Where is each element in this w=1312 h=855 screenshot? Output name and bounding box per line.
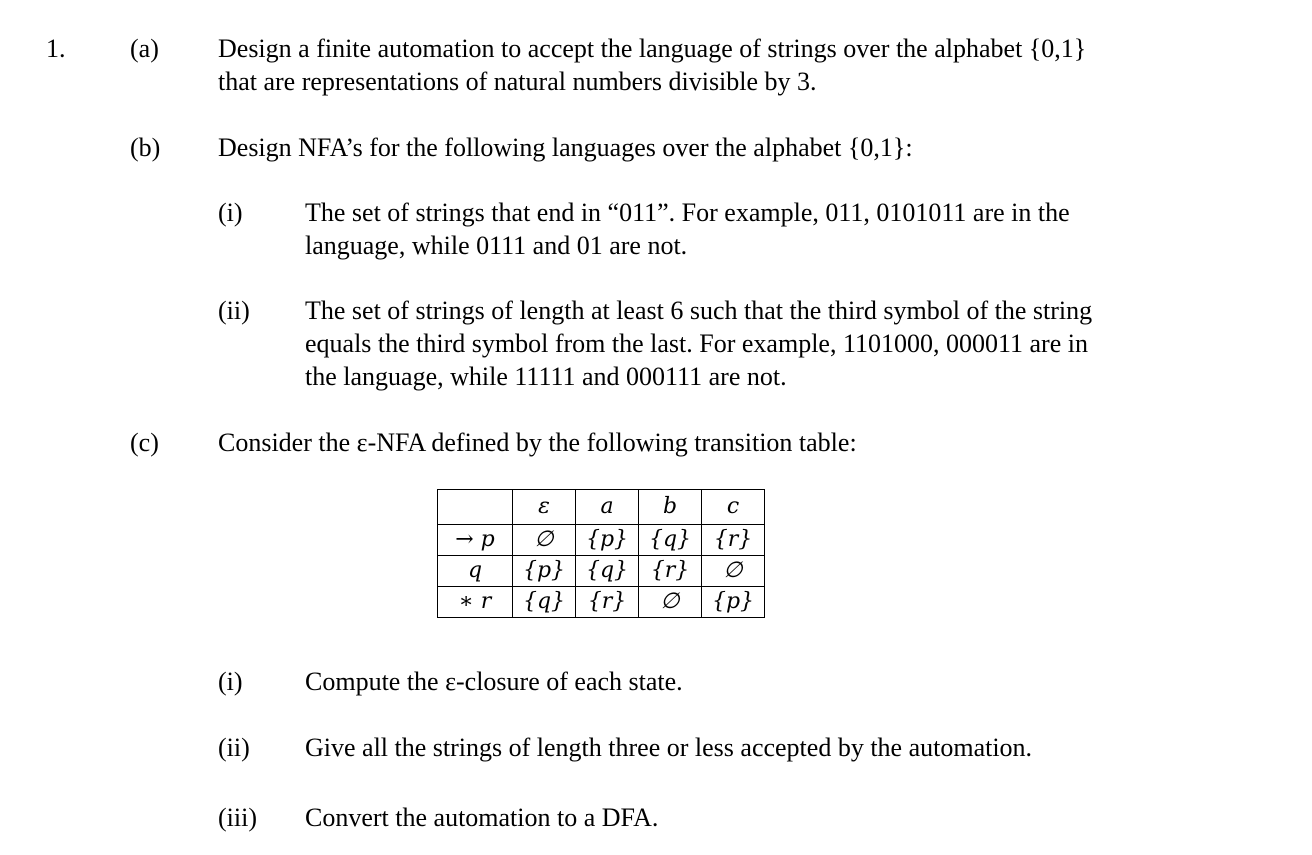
part-c-iii-label: (iii) [218,803,257,832]
table-header-row [438,490,765,525]
table-cell: q [438,556,513,587]
part-c-ii-label: (ii) [218,733,250,762]
table-cell: ∗ r [438,587,513,618]
table-cell: → p [438,525,513,556]
part-b-ii-line-3: the language, while 11111 and 000111 are not. [305,362,787,391]
part-b-label: (b) [130,133,161,162]
table-header-cell: a [576,490,639,525]
part-c-line-1: Consider the ε-NFA defined by the following transition table: [218,428,857,457]
part-b-ii-line-2: equals the third symbol from the last. For example, 1101000, 000011 are in [305,329,1088,358]
part-a-line-2: that are representations of natural numbers divisible by 3. [218,67,817,96]
table-cell: ∅ [639,587,702,618]
table-cell: {p} [702,587,765,618]
table-header-cell: c [702,490,765,525]
part-b-ii-line-1: The set of strings of length at least 6 such that the third symbol of the string [305,296,1093,325]
table-row [438,587,765,618]
table-cell: {r} [576,587,639,618]
part-c-label: (c) [130,428,159,457]
part-c-ii-line-1: Give all the strings of length three or less accepted by the automation. [305,733,1033,762]
table-header-cell: ε [513,490,576,525]
part-b-i-line-1: The set of strings that end in “011”. For example, 011, 0101011 are in the [305,198,1070,227]
part-b-ii-label: (ii) [218,296,250,325]
part-c-iii-line-1: Convert the automation to a DFA. [305,803,659,832]
table-row [438,556,765,587]
table-cell: {r} [702,525,765,556]
part-c-i-line-1: Compute the ε-closure of each state. [305,667,683,696]
part-c-i-label: (i) [218,667,243,696]
table-header-cell [438,490,513,525]
transition-table [437,489,765,618]
table-cell: {p} [513,556,576,587]
table-cell: ∅ [702,556,765,587]
part-b-line-1: Design NFA’s for the following languages over the alphabet {0,1}: [218,133,913,162]
table-cell: {r} [639,556,702,587]
part-b-i-line-2: language, while 0111 and 01 are not. [305,231,688,260]
table-cell: {q} [513,587,576,618]
part-a-label: (a) [130,34,159,63]
table-cell: {q} [576,556,639,587]
table-cell: {q} [639,525,702,556]
table-row [438,525,765,556]
question-number: 1. [46,34,66,63]
table-cell: ∅ [513,525,576,556]
table-cell: {p} [576,525,639,556]
table-header-cell: b [639,490,702,525]
part-b-i-label: (i) [218,198,243,227]
part-a-line-1: Design a finite automation to accept the language of strings over the alphabet {0,1} [218,34,1087,63]
